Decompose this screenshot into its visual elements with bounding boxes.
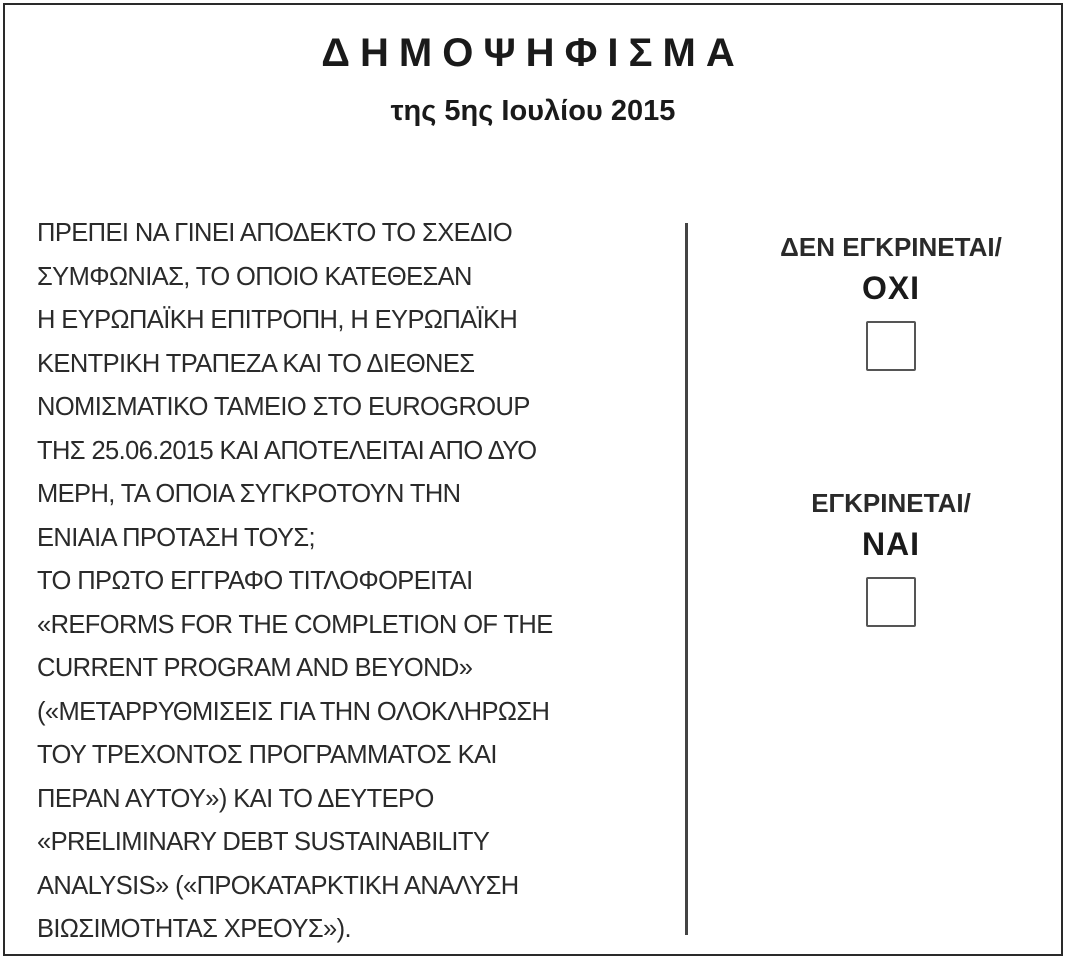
option-yes-checkbox[interactable]	[866, 577, 916, 627]
question-line: ΤΟΥ ΤΡΕΧΟΝΤΟΣ ΠΡΟΓΡΑΜΜΑΤΟΣ ΚΑΙ	[37, 741, 497, 769]
question-line: ANALYSIS» («ΠΡΟΚΑΤΑΡΚΤΙΚΗ ΑΝΑΛΥΣΗ	[37, 871, 519, 900]
question-line: («ΜΕΤΑΡΡΥΘΜΙΣΕΙΣ ΓΙΑ ΤΗΝ ΟΛΟΚΛΗΡΩΣΗ	[37, 697, 550, 726]
question-line: CURRENT PROGRAM AND BEYOND»	[37, 654, 473, 682]
question-line: ΝΟΜΙΣΜΑΤΙΚΟ ΤΑΜΕΙΟ ΣΤΟ EUROGROUP	[37, 393, 530, 421]
question-line: ΤΗΣ 25.06.2015 ΚΑΙ ΑΠΟΤΕΛΕΙΤΑΙ ΑΠΟ ΔΥΟ	[37, 436, 537, 465]
question-line: ΕΝΙΑΙΑ ΠΡΟΤΑΣΗ ΤΟΥΣ;	[37, 523, 316, 552]
question-line: ΤΟ ΠΡΩΤΟ ΕΓΓΡΑΦΟ ΤΙΤΛΟΦΟΡΕΙΤΑΙ	[37, 567, 473, 595]
question-line: ΚΕΝΤΡΙΚΗ ΤΡΑΠΕΖΑ ΚΑΙ ΤΟ ΔΙΕΘΝΕΣ	[37, 349, 475, 378]
option-no-checkbox[interactable]	[866, 321, 916, 371]
question-line: ΣΥΜΦΩΝΙΑΣ, ΤΟ ΟΠΟΙΟ ΚΑΤΕΘΕΣΑΝ	[37, 262, 472, 291]
ballot-date: της 5ης Ιουλίου 2015	[390, 95, 676, 127]
option-yes-answer: ΝΑΙ	[861, 526, 921, 562]
option-no	[745, 227, 1037, 371]
option-yes-label: ΕΓΚΡΙΝΕΤΑΙ/	[811, 488, 971, 518]
option-yes	[745, 483, 1037, 627]
column-divider	[685, 223, 688, 935]
option-no-label: ΔΕΝ ΕΓΚΡΙΝΕΤΑΙ/	[780, 232, 1002, 262]
question-line: ΠΕΡΑΝ ΑΥΤΟΥ») ΚΑΙ ΤΟ ΔΕΥΤΕΡΟ	[37, 784, 434, 813]
referendum-question	[37, 212, 672, 952]
question-line: ΜΕΡΗ, ΤΑ ΟΠΟΙΑ ΣΥΓΚΡΟΤΟΥΝ ΤΗΝ	[37, 480, 461, 508]
question-line: Η ΕΥΡΩΠΑΪΚΗ ΕΠΙΤΡΟΠΗ, Η ΕΥΡΩΠΑΪΚΗ	[37, 306, 518, 334]
question-line: «REFORMS FOR THE COMPLETION OF THE	[37, 610, 553, 639]
question-line: ΠΡΕΠΕΙ ΝΑ ΓΙΝΕΙ ΑΠΟΔΕΚΤΟ ΤΟ ΣΧΕΔΙΟ	[37, 219, 513, 247]
referendum-ballot	[3, 3, 1063, 956]
option-no-answer: ΟΧΙ	[861, 270, 921, 306]
ballot-title: ΔΗΜΟΨΗΦΙΣΜΑ	[321, 31, 745, 75]
question-line: ΒΙΩΣΙΜΟΤΗΤΑΣ ΧΡΕΟΥΣ»).	[37, 915, 351, 943]
question-line: «PRELIMINARY DEBT SUSTAINABILITY	[37, 828, 490, 856]
